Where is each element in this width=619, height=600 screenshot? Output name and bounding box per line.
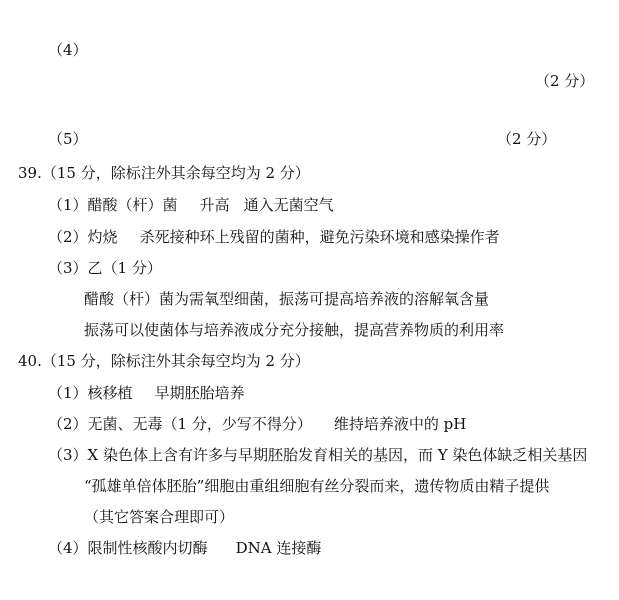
q39-part3	[48, 258, 162, 278]
q39-part2	[48, 227, 500, 247]
q40-part3-line2: “孤雄单倍体胚胎”细胞由重组细胞有丝分裂而来，遗传物质由精子提供	[84, 477, 550, 495]
q39-part2-answer-a: 灼烧	[87, 228, 118, 246]
q39-part2-answer-b: 杀死接种环上残留的菌种，避免污染环境和感染操作者	[139, 228, 500, 246]
q40-part3	[48, 445, 587, 465]
q39-part3-number: （3）	[48, 259, 88, 277]
q40-part2-number: （2）	[48, 415, 88, 433]
q40-part3-number: （3）	[48, 446, 88, 464]
q40-part4-answer-a: 限制性核酸内切酶	[87, 539, 208, 557]
q39-part3-answer-a: 乙（1 分）	[87, 259, 162, 277]
q39-part1-answer-b: 升高	[199, 196, 230, 214]
q38-part5-number: （5）	[48, 130, 88, 148]
q40-part1	[48, 383, 245, 403]
q39-part1	[48, 195, 334, 215]
q40-part2-answer-b: 维持培养液中的 pH	[333, 415, 467, 433]
q40-part2	[48, 414, 466, 434]
q39-part1-answer-c: 通入无菌空气	[243, 196, 334, 214]
q40-part1-answer-b: 早期胚胎培养	[154, 384, 245, 402]
q40-part2-answer-a: 无菌、无毒（1 分，少写不得分）	[87, 415, 312, 433]
q39-header: 39.（15 分，除标注外其余每空均为 2 分）	[18, 164, 310, 182]
q39-part1-number: （1）	[48, 196, 88, 214]
q40-part3-line1: X 染色体上含有许多与早期胚胎发育相关的基因，而 Y 染色体缺乏相关基因	[87, 446, 588, 464]
q40-part4-number: （4）	[48, 539, 88, 557]
q40-part1-number: （1）	[48, 384, 88, 402]
q40-part4-answer-b: DNA 连接酶	[235, 539, 322, 557]
q40-part1-answer-a: 核移植	[87, 384, 133, 402]
q39-part3-line2: 醋酸（杆）菌为需氧型细菌，振荡可提高培养液的溶解氧含量	[84, 290, 490, 308]
q40-header: 40.（15 分，除标注外其余每空均为 2 分）	[18, 352, 310, 370]
q40-part3-line3: （其它答案合理即可）	[84, 508, 235, 526]
q40-part4	[48, 538, 321, 558]
q39-part3-line3: 振荡可以使菌体与培养液成分充分接触，提高营养物质的利用率	[84, 321, 505, 339]
q38-part5-score: （2 分）	[497, 130, 557, 148]
q38-part4-score: （2 分）	[535, 72, 595, 90]
q38-part4-number: （4）	[48, 41, 88, 59]
q39-part2-number: （2）	[48, 228, 88, 246]
q39-part1-answer-a: 醋酸（杆）菌	[87, 196, 178, 214]
